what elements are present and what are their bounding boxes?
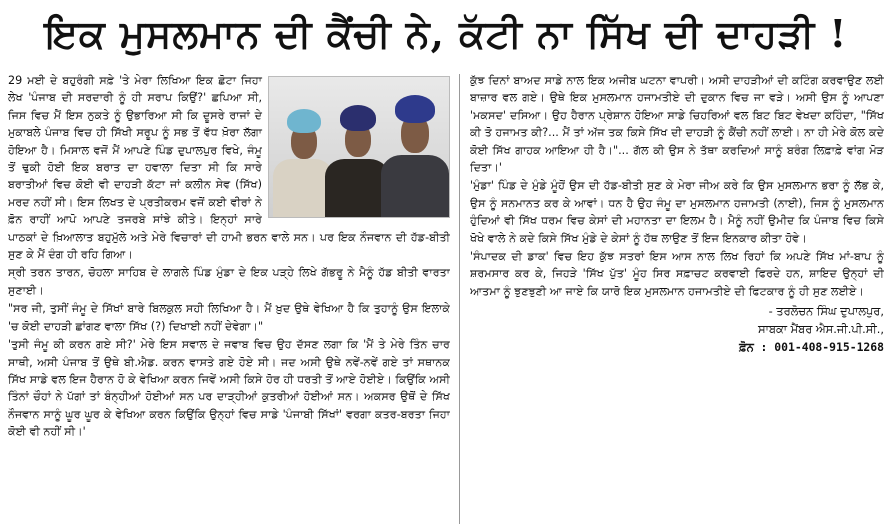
left-column [8,72,450,522]
left-paragraph-1: 29 ਮਈ ਦੇ ਬਹੁਰੰਗੀ ਸਫ਼ੇ 'ਤੇ ਮੇਰਾ ਲਿਖਿਆ ਇਕ ਛੋਟਾ ਜਿਹਾ ਲੇਖ 'ਪੰਜਾਬ ਦੀ ਸਰਦਾਰੀ ਨੂੰ ਹੀ ਸਰਾਪ ਕਿਉਂ?' ਛਪਿਆ ਸੀ, ਜਿਸ ਵਿਚ ਮੈਂ ਇਸ ਨੁਕਤੇ ਨੂੰ ਉਭਾਰਿਆ ਸੀ ਕਿ ਦੂਸਰੇ ਰਾਜਾਂ ਦੇ ਮੁਕਾਬਲੇ ਪੰਜਾਬ ਵਿਚ ਹੀ ਸਿੱਖੀ ਸਰੂਪ ਨੂੰ ਸਭ ਤੋਂ ਵੱਧ ਖ਼ੋਰਾ ਲੱਗਾ ਹੋਇਆ ਹੈ। ਮਿਸਾਲ ਵਜੋਂ ਮੈਂ ਆਪਣੇ ਪਿੰਡ ਦੁਪਾਲਪੁਰ ਵਿਖੇ, ਜੰਮੂ ਤੋਂ ਢੁਕੀ ਹੋਈ ਇਕ ਬਰਾਤ ਦਾ ਹਵਾਲਾ ਦਿਤਾ ਸੀ ਕਿ ਸਾਰੇ ਬਰਾਤੀਆਂ ਵਿਚ ਕੋਈ ਵੀ ਦਾਹੜੀ ਕੱਟਾ ਜਾਂ ਕਲੀਨ ਸੇਵ (ਸਿੱਖ) ਮਰਦ ਨਹੀਂ ਸੀ। ਇਸ ਲਿਖਤ ਦੇ ਪ੍ਰਤੀਕਰਮ ਵਜੋਂ ਕਈ ਵੀਰਾਂ ਨੇ ਫ਼ੋਨ ਰਾਹੀਂ ਆਪੋ ਆਪਣੇ ਤਜਰਬੇ ਸਾਂਝੇ ਕੀਤੇ। ਇਨ੍ਹਾਂ ਸਾਰੇ ਪਾਠਕਾਂ ਦੇ ਖ਼ਿਆਲਾਤ ਬਹੁਮੁੱਲੇ ਅਤੇ ਮੇਰੇ ਵਿਚਾਰਾਂ ਦੀ ਹਾਮੀ ਭਰਨ ਵਾਲੇ ਸਨ। ਪਰ ਇਕ ਨੌਜਵਾਨ ਦੀ ਹੱਡ-ਬੀਤੀ ਸੁਣ ਕੇ ਮੈਂ ਦੰਗ ਹੀ ਰਹਿ ਗਿਆ। [8,74,450,262]
author-title: ਸਾਬਕਾ ਮੈਂਬਰ ਐਸ.ਜੀ.ਪੀ.ਸੀ., [758,322,884,337]
three-sikh-men-photo [268,76,450,218]
person-middle-shirt [325,159,389,217]
left-paragraph-2: ਸ੍ਰੀ ਤਰਨ ਤਾਰਨ, ਚੋਹਲਾ ਸਾਹਿਬ ਦੇ ਲਾਗਲੇ ਪਿੰਡ ਮੁੰਡਾ ਦੇ ਇਕ ਪੜ੍ਹੇ ਲਿਖੇ ਗੱਭਰੂ ਨੇ ਮੈਨੂੰ ਹੱਡ ਬੀਤੀ ਵਾਰਤਾ ਸੁਣਾਈ। [8,266,450,297]
left-paragraph-3: "ਸਰ ਜੀ, ਤੁਸੀਂ ਜੰਮੂ ਦੇ ਸਿੱਖਾਂ ਬਾਰੇ ਬਿਲਕੁਲ ਸਹੀ ਲਿਖਿਆ ਹੈ। ਮੈਂ ਖ਼ੁਦ ਉਥੇ ਵੇਖਿਆ ਹੈ ਕਿ ਤੁਹਾਨੂੰ ਉਸ ਇਲਾਕੇ 'ਚ ਕੋਈ ਦਾਹੜੀ ਛਾਂਗਣ ਵਾਲਾ ਸਿੱਖ (?) ਦਿਖਾਈ ਨਹੀਂ ਦੇਵੇਗਾ।" [8,302,450,333]
author-name: - ਤਰਲੋਚਨ ਸਿੰਘ ਦੁਪਾਲਪੁਰ, [768,304,884,319]
person-right-turban [395,95,435,123]
right-column [470,72,884,522]
column-divider [459,74,460,524]
person-right-shirt [381,155,449,217]
person-middle-turban [340,105,376,131]
right-paragraph-1: ਕੁੱਝ ਦਿਨਾਂ ਬਾਅਦ ਸਾਡੇ ਨਾਲ ਇਕ ਅਜੀਬ ਘਟਨਾ ਵਾਪਰੀ। ਅਸੀ ਦਾਹੜੀਆਂ ਦੀ ਕਟਿੰਗ ਕਰਵਾਉਣ ਲਈ ਬਾਜ਼ਾਰ ਵਲ ਗਏ। ਉਥੇ ਇਕ ਮੁਸਲਮਾਨ ਹਜਾਮਤੀਏ ਦੀ ਦੁਕਾਨ ਵਿਚ ਜਾ ਵੜੇ। ਅਸੀ ਉਸ ਨੂੰ ਆਪਣਾ 'ਮਕਸਦ' ਦਸਿਆ। ਉਹ ਹੈਰਾਨ ਪ੍ਰੇਸ਼ਾਨ ਹੋਇਆ ਸਾਡੇ ਚਿਹਰਿਆਂ ਵਲ ਬਿਟ ਬਿਟ ਵੇਖਦਾ ਕਹਿੰਦਾ, "ਸਿੱਖ ਕੀ ਤੋ ਹਜਾਮਤ ਕੀ?... ਮੈਂ ਤਾਂ ਅੱਜ ਤਕ ਕਿਸੇ ਸਿੱਖ ਦੀ ਦਾਹੜੀ ਨੂੰ ਕੈਂਚੀ ਨਹੀਂ ਲਾਈ। ਨਾ ਹੀ ਮੇਰੇ ਕੋਲ ਕਦੇ ਕੋਈ ਸਿੱਖ ਗਾਹਕ ਆਇਆ ਹੀ ਹੈ।"... ਗੱਲ ਕੀ ਉਸ ਨੇ ਤੱਥਾ ਕਰਦਿਆਂ ਸਾਨੂੰ ਬਰੰਗ ਲਿਫ਼ਾਫ਼ੇ ਵਾਂਗ ਮੋੜ ਦਿਤਾ।' [470,74,884,175]
author-phone: ਫ਼ੋਨ : 001-408-915-1268 [739,340,884,355]
author-signature [470,302,884,356]
person-left [273,107,333,217]
right-paragraph-2: 'ਮੁੰਡਾ' ਪਿੰਡ ਦੇ ਮੁੰਡੇ ਮੂੰਹੋਂ ਉਸ ਦੀ ਹੱਡ-ਬੀਤੀ ਸੁਣ ਕੇ ਮੇਰਾ ਜੀਅ ਕਰੇ ਕਿ ਉਸ ਮੁਸਲਮਾਨ ਭਰਾ ਨੂੰ ਲੱਭ ਕੇ, ਉਸ ਨੂੰ ਸਨਮਾਨਤ ਕਰ ਕੇ ਆਵਾਂ। ਧਨ ਹੈ ਉਹ ਜੰਮੂ ਦਾ ਮੁਸਲਮਾਨ ਹਜਾਮਤੀ (ਨਾਈ), ਜਿਸ ਨੂੰ ਮੁਸਲਮਾਨ ਹੁੰਦਿਆਂ ਵੀ ਸਿੱਖ ਧਰਮ ਵਿਚ ਕੇਸਾਂ ਦੀ ਮਹਾਨਤਾ ਦਾ ਇਲਮ ਹੈ। ਮੈਨੂੰ ਨਹੀਂ ਉਮੀਦ ਕਿ ਪੰਜਾਬ ਵਿਚ ਕਿਸੇ ਖੋਖੇ ਵਾਲੇ ਨੇ ਕਦੇ ਕਿਸੇ ਸਿੱਖ ਮੁੰਡੇ ਦੇ ਕੇਸਾਂ ਨੂੰ ਹੱਥ ਲਾਉਣ ਤੋਂ ਇਜ ਇਨਕਾਰ ਕੀਤਾ ਹੋਵੇ। [470,179,884,245]
person-right [381,85,449,217]
person-left-shirt [273,159,333,217]
photo [268,76,450,218]
person-middle [325,99,389,217]
right-paragraph-3: 'ਸੰਪਾਦਕ ਦੀ ਡਾਕ' ਵਿਚ ਇਹ ਕੁੱਝ ਸਤਰਾਂ ਇਸ ਆਸ ਨਾਲ ਲਿਖ ਰਿਹਾਂ ਕਿ ਅਪਣੇ ਸਿੱਖ ਮਾਂ-ਬਾਪ ਨੂੰ ਸ਼ਰਮਸਾਰ ਕਰ ਕੇ, ਜਿਹੜੇ 'ਸਿੱਖ ਪੁੱਤ' ਮੂੰਹ ਸਿਰ ਸਫ਼ਾਚਟ ਕਰਵਾਈ ਫਿਰਦੇ ਹਨ, ਸ਼ਾਇਦ ਉਨ੍ਹਾਂ ਦੀ ਆਤਮਾ ਨੂੰ ਝੁਣਝੁਣੀ ਆ ਜਾਏ ਕਿ ਯਾਰੋ ਇਕ ਮੁਸਲਮਾਨ ਹਜਾਮਤੀਏ ਦੀ ਫਿਟਕਾਰ ਨੂੰ ਹੀ ਸੁਣ ਲਈਏ। [470,250,884,298]
headline: ਇਕ ਮੁਸਲਮਾਨ ਦੀ ਕੈਂਚੀ ਨੇ, ਕੱਟੀ ਨਾ ਸਿੱਖ ਦੀ ਦਾਹੜੀ ! [44,11,848,56]
person-left-turban [287,109,321,133]
left-paragraph-4: 'ਤੁਸੀ ਜੰਮੂ ਕੀ ਕਰਨ ਗਏ ਸੀ?' ਮੇਰੇ ਇਸ ਸਵਾਲ ਦੇ ਜਵਾਬ ਵਿਚ ਉਹ ਦੱਸਣ ਲਗਾ ਕਿ 'ਮੈਂ ਤੇ ਮੇਰੇ ਤਿੰਨ ਚਾਰ ਸਾਥੀ, ਅਸੀ ਪੰਜਾਬ ਤੋਂ ਉਥੇ ਬੀ.ਐਡ. ਕਰਨ ਵਾਸਤੇ ਗਏ ਹੋਏ ਸੀ। ਜਦ ਅਸੀ ਉਥੇ ਨਵੇਂ-ਨਵੇਂ ਗਏ ਤਾਂ ਸਥਾਨਕ ਸਿੱਖ ਸਾਡੇ ਵਲ ਇਜ ਹੈਰਾਨ ਹੋ ਕੇ ਵੇਖਿਆ ਕਰਨ ਜਿਵੇਂ ਅਸੀ ਕਿਸੇ ਹੋਰ ਹੀ ਧਰਤੀ ਤੋਂ ਆਏ ਹੋਈਏ। ਕਿਉਂਕਿ ਅਸੀ ਤਿੰਨਾਂ ਚੌਹਾਂ ਨੇ ਪੱਗਾਂ ਤਾਂ ਬੰਨ੍ਹੀਆਂ ਹੋਈਆਂ ਸਨ ਪਰ ਦਾੜ੍ਹੀਆਂ ਕੁਤਰੀਆਂ ਹੋਈਆਂ ਸਨ। ਅਕਸਰ ਉਥੋਂ ਦੇ ਸਿੱਖ ਨੌਜਵਾਨ ਸਾਨੂੰ ਘੂਰ ਘੂਰ ਕੇ ਵੇਖਿਆ ਕਰਨ ਕਿਉਂਕਿ ਉਨ੍ਹਾਂ ਵਿਚ ਸਾਡੇ 'ਪੰਜਾਬੀ ਸਿੱਖਾਂ' ਵਰਗਾ ਕਤਰ-ਬਰਤਾ ਜਿਹਾ ਕੋਈ ਵੀ ਨਹੀਂ ਸੀ।' [8,338,450,439]
